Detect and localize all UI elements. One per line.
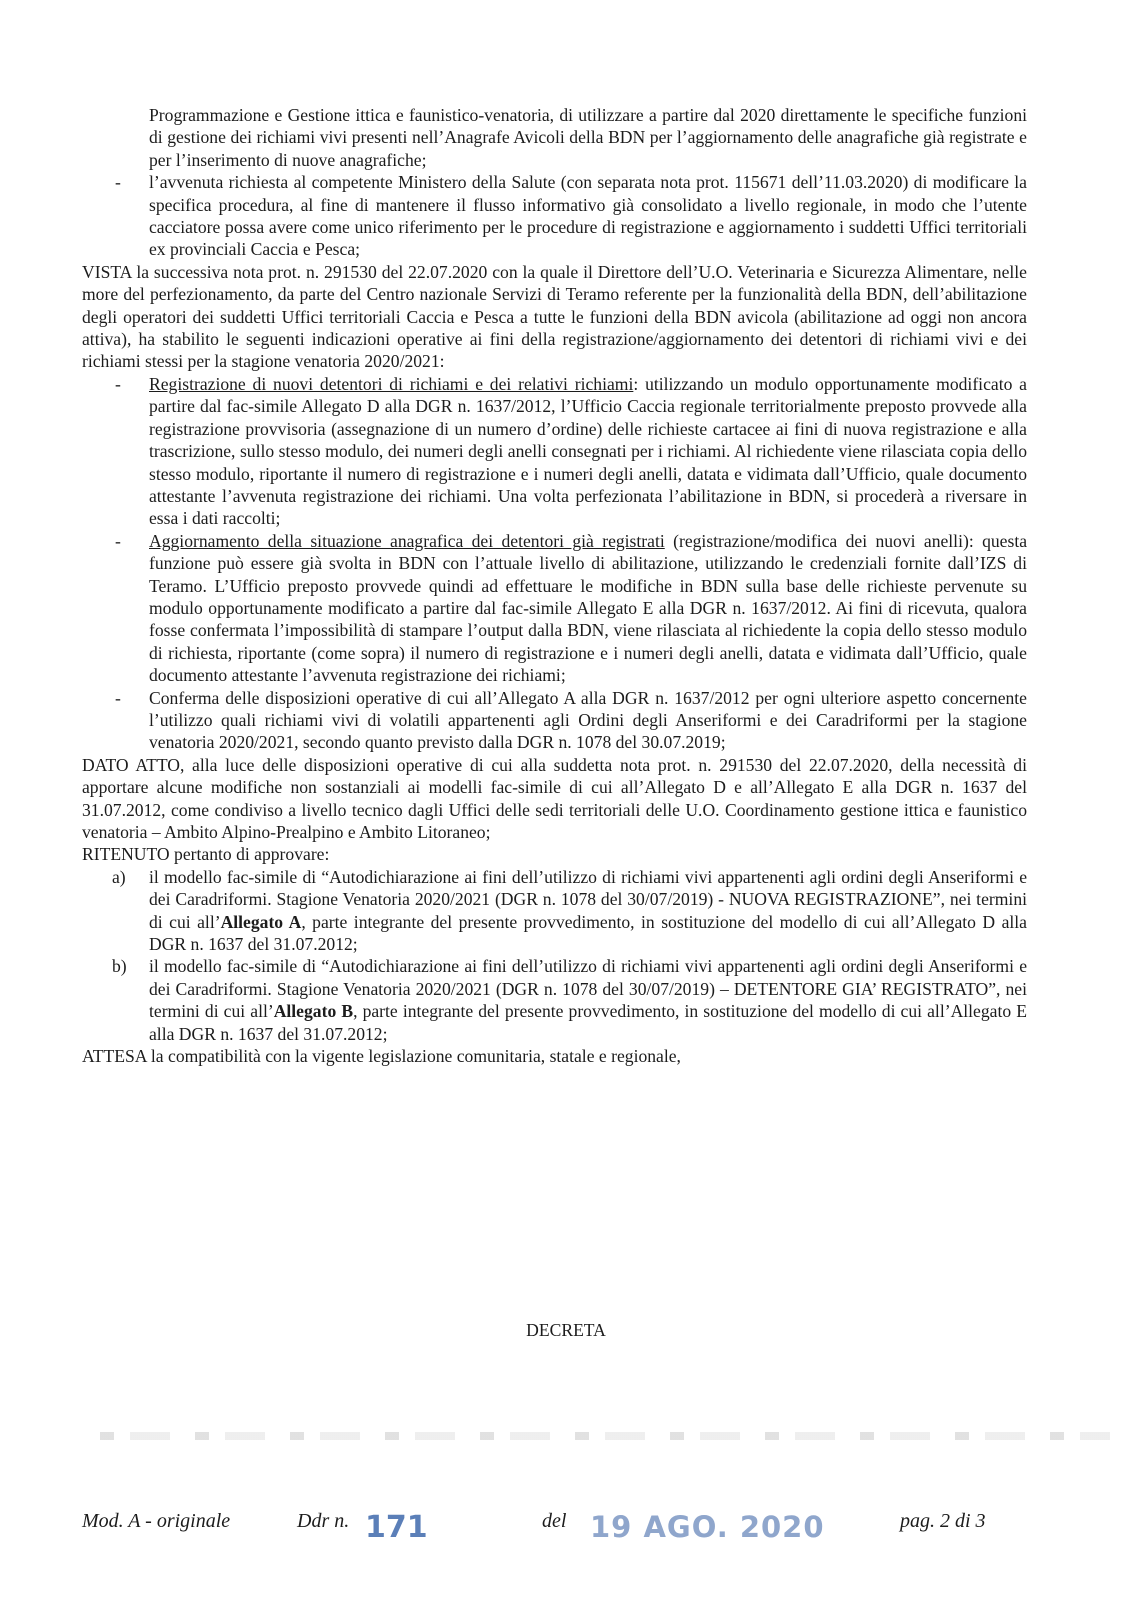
paragraph-vista: VISTA la successiva nota prot. n. 291530 del 22.07.2020 con la quale il Direttore dell’U.O. Veterinaria e Sicurezza Alimentare, nelle more del perfezionamento, da parte del Centro nazionale Servizi di Teramo referente per la funzionalità della BDN, dell’abilitazione degli operatori dei suddetti Uffici territoriali Caccia e Pesca a tutte le funzioni della BDN avicola (abilitazione ad oggi non ancora attiva), ha stabilito le seguenti indicazioni operative ai fini della registrazione/aggiornamento dei detentori di richiami vivi e dei richiami stessi per la stagione venatoria 2020/2021: (82, 261, 1027, 372)
list-item-registrazione (82, 373, 1027, 530)
list-item-text: (registrazione/modifica dei nuovi anelli): questa funzione può essere già svolta in BDN con l’attuale livello di abilitazione, utilizzando le credenziali fornite dall’IZS di Teramo. L’Ufficio preposto provvede quindi ad effettuare le modifiche in BDN sulla base delle richieste pervenute su modulo opportunamente modificato a partire dal fac-simile Allegato E alla DGR n. 1637/2012. Ai fini di ricevuta, qualora fosse confermata l’impossibilità di stampare l’output dalla BDN, viene rilasciata al richiedente la copia dello stesso modulo di richiesta, riportante (come sopra) il numero di registrazione e i numeri degli anelli, datata e vidimata dall’Ufficio, quale documento attestante l’avvenuta registrazione dei richiami; (149, 530, 1028, 686)
paragraph-ritenuto: RITENUTO pertanto di approvare: (82, 844, 330, 865)
paragraph-attesa: ATTESA la compatibilità con la vigente legislazione comunitaria, statale e regionale, (82, 1046, 681, 1067)
list-label-b: b) (112, 956, 127, 977)
list-item-text: , parte integrante del presente provvedimento, in sostituzione del modello di cui all’Allegato E alla DGR n. 1637 del 31.07.2012; (149, 1001, 1027, 1044)
list-item-title: Registrazione di nuovi detentori di richiami e dei relativi richiami (149, 373, 634, 394)
decreta-heading: DECRETA (526, 1320, 606, 1340)
list-item-text: Conferma delle disposizioni operative di cui all’Allegato A alla DGR n. 1637/2012 per ogni ulteriore aspetto concernente l’utilizzo quali richiami vivi di volatili appartenenti agli Ordini degli Anseriformi e dei Caradriformi per la stagione venatoria 2020/2021, secondo quanto previsto dalla DGR n. 1078 del 30.07.2019; (149, 687, 1027, 753)
list-item-title: Aggiornamento della situazione anagrafica dei detentori già registrati (149, 530, 665, 551)
dash-marker: - (115, 172, 121, 193)
list-item-text: il modello fac-simile di “Autodichiarazione ai fini dell’utilizzo di richiami vivi appartenenti agli ordini degli Anseriformi e dei Caradriformi. Stagione Venatoria 2020/2021 (DGR n. 1078 del 30/07/2019) – DETENTORE GIA’ REGISTRATO”, nei termini di cui all’ (149, 956, 1027, 1022)
date-stamp: 19 AGO. 2020 (590, 1510, 825, 1544)
paragraph-programmazione: Programmazione e Gestione ittica e faunistico-venatoria, di utilizzare a partire dal 2020 direttamente le specifiche funzioni di gestione dei richiami vivi presenti nell’Anagrafe Avicoli della BDN per l’aggiornamento delle anagrafiche già registrate e per l’inserimento di nuove anagrafiche; (149, 105, 1027, 170)
list-item-a (82, 866, 1027, 956)
allegato-a-bold: Allegato A (220, 911, 302, 932)
footer-del-label: del (542, 1510, 567, 1532)
paragraph-dato-atto: DATO ATTO, alla luce delle disposizioni operative di cui alla suddetta nota prot. n. 291530 del 22.07.2020, della necessità di apportare alcune modifiche non sostanziali ai modelli fac-simile di cui all’Allegato D e all’Allegato E alla DGR n. 1637 del 31.07.2012, come condiviso a livello tecnico dagli Uffici delle sedi territoriali delle U.O. Coordinamento gestione ittica e faunistico venatoria – Ambito Alpino-Prealpino e Ambito Litoraneo; (82, 754, 1027, 842)
list-item-text: : utilizzando un modulo opportunamente modificato a partire dal fac-simile Allegato D alla DGR n. 1637/2012, l’Ufficio Caccia regionale territorialmente preposto provvede alla registrazione provvisoria (assegnazione di un numero d’ordine) delle richieste cartacee ai fini di nuova registrazione e alla trascrizione, sullo stesso modulo, dei numeri degli anelli consegnati per i richiami. Al richiedente viene rilasciata copia dello stesso modulo, riportante il numero di registrazione e i numeri degli anelli, datata e vidimata dall’Ufficio, quale documento attestante l’avvenuta registrazione dei richiami. Una volta perfezionata l’abilitazione in BDN, si procederà a riversare in essa i dati raccolti; (149, 373, 1027, 529)
list-item-text: il modello fac-simile di “Autodichiarazione ai fini dell’utilizzo di richiami vivi appartenenti agli ordini degli Anseriformi e dei Caradriformi. Stagione Venatoria 2020/2021 (DGR n. 1078 del 30/07/2019) - NUOVA REGISTRAZIONE”, nei termini di cui all’ (149, 866, 1027, 932)
page-footer (0, 1500, 1132, 1545)
list-item-b (82, 955, 1027, 1045)
list-item-aggiornamento (82, 530, 1027, 687)
footer-mod: Mod. A - originale (82, 1510, 231, 1532)
dash-marker: - (115, 530, 121, 551)
list-item-text: , parte integrante del presente provvedimento, in sostituzione del modello di cui all’Allegato D alla DGR n. 1637 del 31.07.2012; (149, 911, 1027, 955)
dash-marker: - (115, 373, 121, 394)
dash-marker: - (115, 687, 121, 708)
list-label-a: a) (112, 866, 126, 887)
scan-artifact-line (100, 1432, 1110, 1440)
list-item-text: l’avvenuta richiesta al competente Ministero della Salute (con separata nota prot. 115671 dell’11.03.2020) di modificare la specifica procedura, al fine di mantenere il flusso informativo già consolidato a livello regionale, in modo che l’utente cacciatore possa avere come unico riferimento per le procedure di registrazione e aggiornamento i suddetti Uffici territoriali ex provinciali Caccia e Pesca; (149, 172, 1027, 260)
footer-page-number: pag. 2 di 3 (900, 1510, 986, 1532)
list-item-conferma (82, 687, 1027, 754)
document-body (82, 104, 1027, 1067)
list-item-ministero (82, 171, 1027, 261)
allegato-b-bold: Allegato B (273, 1001, 354, 1022)
ddr-number-stamp: 171 (365, 1510, 428, 1545)
footer-ddr-label: Ddr n. (297, 1510, 350, 1532)
